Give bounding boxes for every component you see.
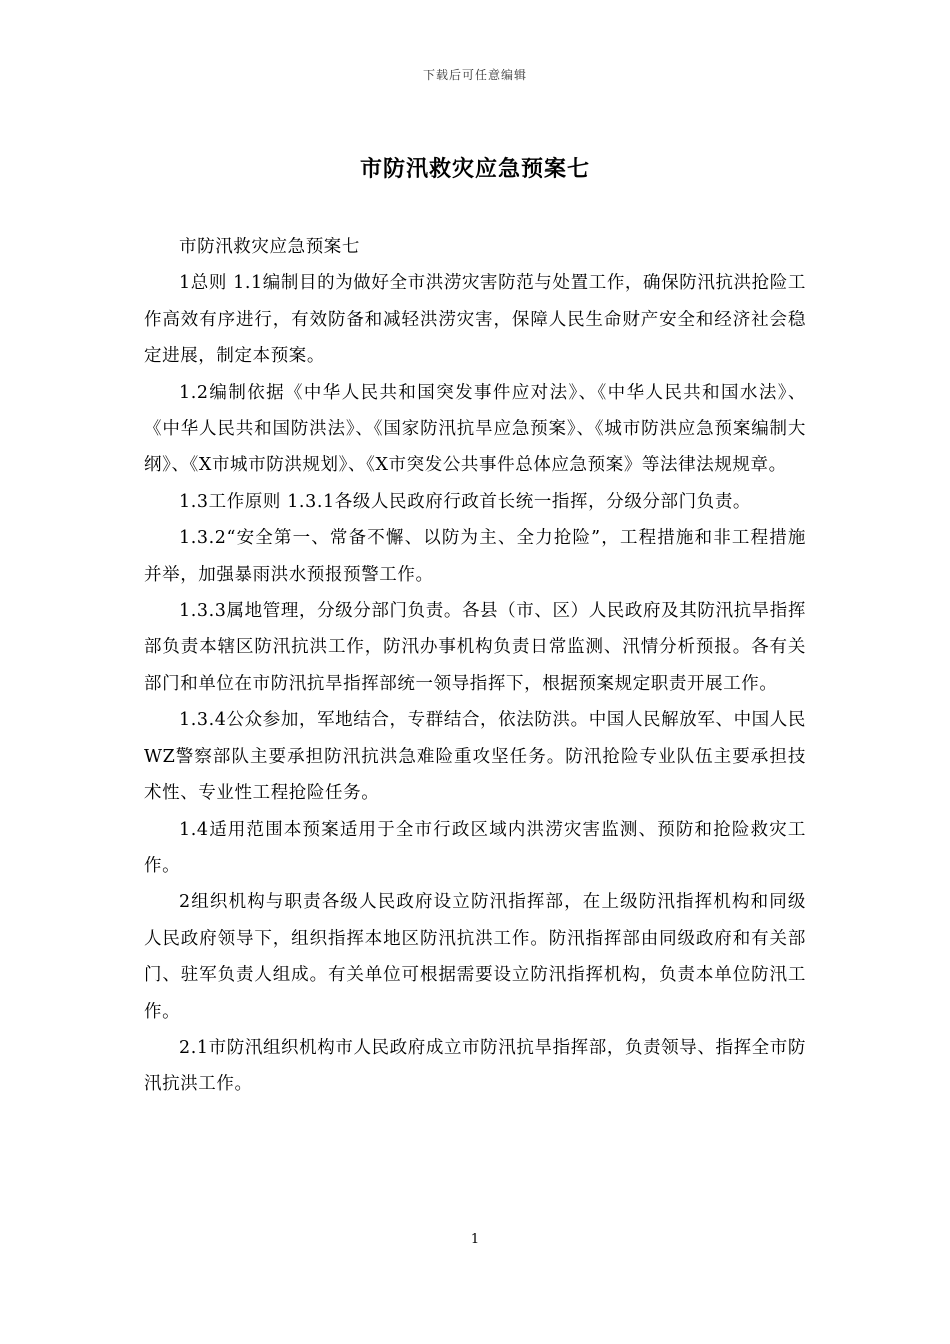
document-title: 市防汛救灾应急预案七 <box>359 156 590 182</box>
paragraph-subtitle: 市防汛救灾应急预案七 <box>179 237 360 257</box>
page-number: 1 <box>470 1232 480 1247</box>
paragraph-section-1-2: 1.2编制依据《中华人民共和国突发事件应对法》、《中华人民共和国水法》、《中华人民共和国防洪法》、《国家防汛抗旱应急预案》、《城市防洪应急预案编制大纲》、《X市城市防洪规划》、《X市突发公共事件总体应急预案》等法律法规规章。 <box>144 382 806 476</box>
paragraph-section-1-3-3: 1.3.3属地管理，分级分部门负责。各县（市、区）人民政府及其防汛抗旱指挥部负责本辖区防汛抗洪工作，防汛办事机构负责日常监测、汛情分析预报。各有关部门和单位在市防汛抗旱指挥部统一领导指挥下，根据预案规定职责开展工作。 <box>144 601 806 694</box>
paragraph-section-2: 2组织机构与职责各级人民政府设立防汛指挥部，在上级防汛指挥机构和同级人民政府领导下，组织指挥本地区防汛抗洪工作。防汛指挥部由同级政府和有关部门、驻军负责人组成。有关单位可根据需要设立防汛指挥机构，负责本单位防汛工作。 <box>144 892 806 1022</box>
paragraph-section-1-3-4: 1.3.4公众参加，军地结合，专群结合，依法防洪。中国人民解放军、中国人民WZ警察部队主要承担防汛抗洪急难险重攻坚任务。防汛抢险专业队伍主要承担技术性、专业性工程抢险任务。 <box>144 710 806 804</box>
paragraph-section-1-1: 1总则 1.1编制目的为做好全市洪涝灾害防范与处置工作，确保防汛抗洪抢险工作高效有序进行，有效防备和减轻洪涝灾害，保障人民生命财产安全和经济社会稳定进展，制定本预案。 <box>144 273 806 367</box>
document-body <box>144 229 806 1103</box>
paragraph-section-1-4: 1.4适用范围本预案适用于全市行政区域内洪涝灾害监测、预防和抢险救灾工作。 <box>144 819 806 876</box>
paragraph-section-1-3-1: 1.3工作原则 1.3.1各级人民政府行政首长统一指挥，分级分部门负责。 <box>179 491 752 512</box>
header-note: 下载后可任意编辑 <box>422 68 527 82</box>
paragraph-section-1-3-2: 1.3.2“安全第一、常备不懈、以防为主、全力抢险”，工程措施和非工程措施并举，加强暴雨洪水预报预警工作。 <box>144 528 806 585</box>
paragraph-section-2-1: 2.1市防汛组织机构市人民政府成立市防汛抗旱指挥部，负责领导、指挥全市防汛抗洪工作。 <box>144 1037 806 1095</box>
